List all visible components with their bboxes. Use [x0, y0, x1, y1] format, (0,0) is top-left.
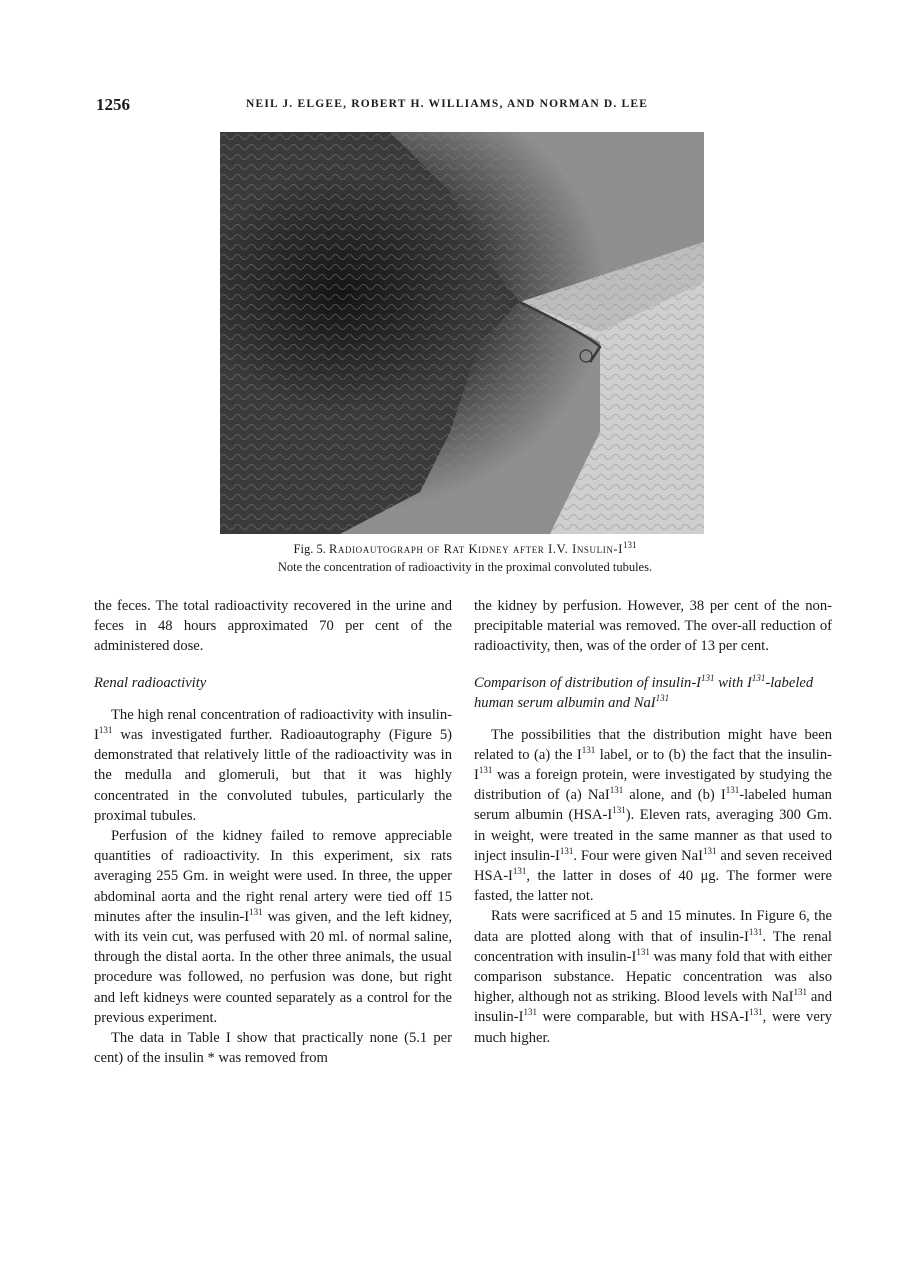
left-column — [94, 596, 452, 1068]
left-paragraph-3: Perfusion of the kidney failed to remove appreciable quantities of radioactivity. In this experiment, six rats averaging 255 Gm. in weight were used. In three, the upper abdominal aorta and the right renal artery were tied off 15 minutes after the insulin-$I^{131}$ was given, and the left kidney, with its vein cut, was perfused with 20 ml. of normal saline, through the distal aorta. In the other three animals, the usual procedure was followed, no perfusion was done, but right and left kidneys were counted separately as a control for the previous experiment. — [94, 828, 452, 1026]
left-paragraph-2: The high renal concentration of radioactivity with insulin-$I^{131}$ was investigated further. Radioautography (Figure 5) demonstrated that relatively little of the radioactivity was in the medulla and glomeruli, but that it was highly concentrated in the convoluted tubules, particularly the proximal tubules. — [94, 706, 452, 824]
right-paragraph-3: Rats were sacrificed at 5 and 15 minutes. In Figure 6, the data are plotted along with that of insulin-$I^{131}$. The renal concentration with insulin-$I^{131}$ was many fold that with either comparison substance. Hepatic concentration was also higher, although not as striking. Blood levels with NaI$^{131}$ and insulin-$I^{131}$ were comparable, but with HSA-$I^{131}$, were very much higher. — [474, 908, 832, 1046]
left-paragraph-1: the feces. The total radioactivity recovered in the urine and feces in 48 hours approximated 70 per cent of the administered dose. — [94, 598, 452, 655]
right-column — [474, 596, 832, 1048]
left-paragraph-4: The data in Table I show that practically none (5.1 per cent) of the insulin * was removed from — [94, 1030, 452, 1067]
figure-caption — [96, 540, 834, 576]
figure-title-sup: 131 — [622, 539, 637, 550]
right-paragraph-2: The possibilities that the distribution might have been related to (a) the $I^{131}$ label, or to (b) the fact that the insulin-$I^{131}$ was a foreign protein, were investigated by studying the distribution of (a) NaI$^{131}$ alone, and (b) $I^{131}$-labeled human serum albumin $(HSA-I^{131})$. Eleven rats, averaging 300 Gm. in weight, were treated in the same manner as that used to inject insulin-$I^{131}$. Four were given NaI$^{131}$ and seven received HSA-$I^{131}$, the latter in doses of 40 μg. The former were fasted, the latter not. — [474, 726, 833, 905]
figure-label: Fig. 5. — [293, 542, 326, 556]
running-head: NEIL J. ELGEE, ROBERT H. WILLIAMS, AND NORMAN D. LEE — [246, 98, 649, 110]
radioautograph-image — [220, 132, 704, 534]
page-number: 1256 — [96, 95, 130, 114]
right-paragraph-1: the kidney by perfusion. However, 38 per cent of the non-precipitable material was removed. The over-all reduction of radioactivity, then, was of the order of 13 per cent. — [474, 598, 832, 655]
figure-caption-title-line — [96, 540, 834, 558]
figure-title: Radioautograph of Rat Kidney after I.V. Insulin-I — [328, 542, 623, 556]
page-header — [96, 95, 834, 115]
section-heading-renal: Renal radioactivity — [94, 674, 207, 691]
section-heading-comparison: Comparison of distribution of insulin-$I^{131}$ with $I^{131}$-labeled human serum albumin and NaI$^{131}$ — [474, 672, 814, 711]
radioautograph-figure — [220, 132, 704, 534]
figure-note: Note the concentration of radioactivity in the proximal convoluted tubules. — [277, 560, 653, 574]
